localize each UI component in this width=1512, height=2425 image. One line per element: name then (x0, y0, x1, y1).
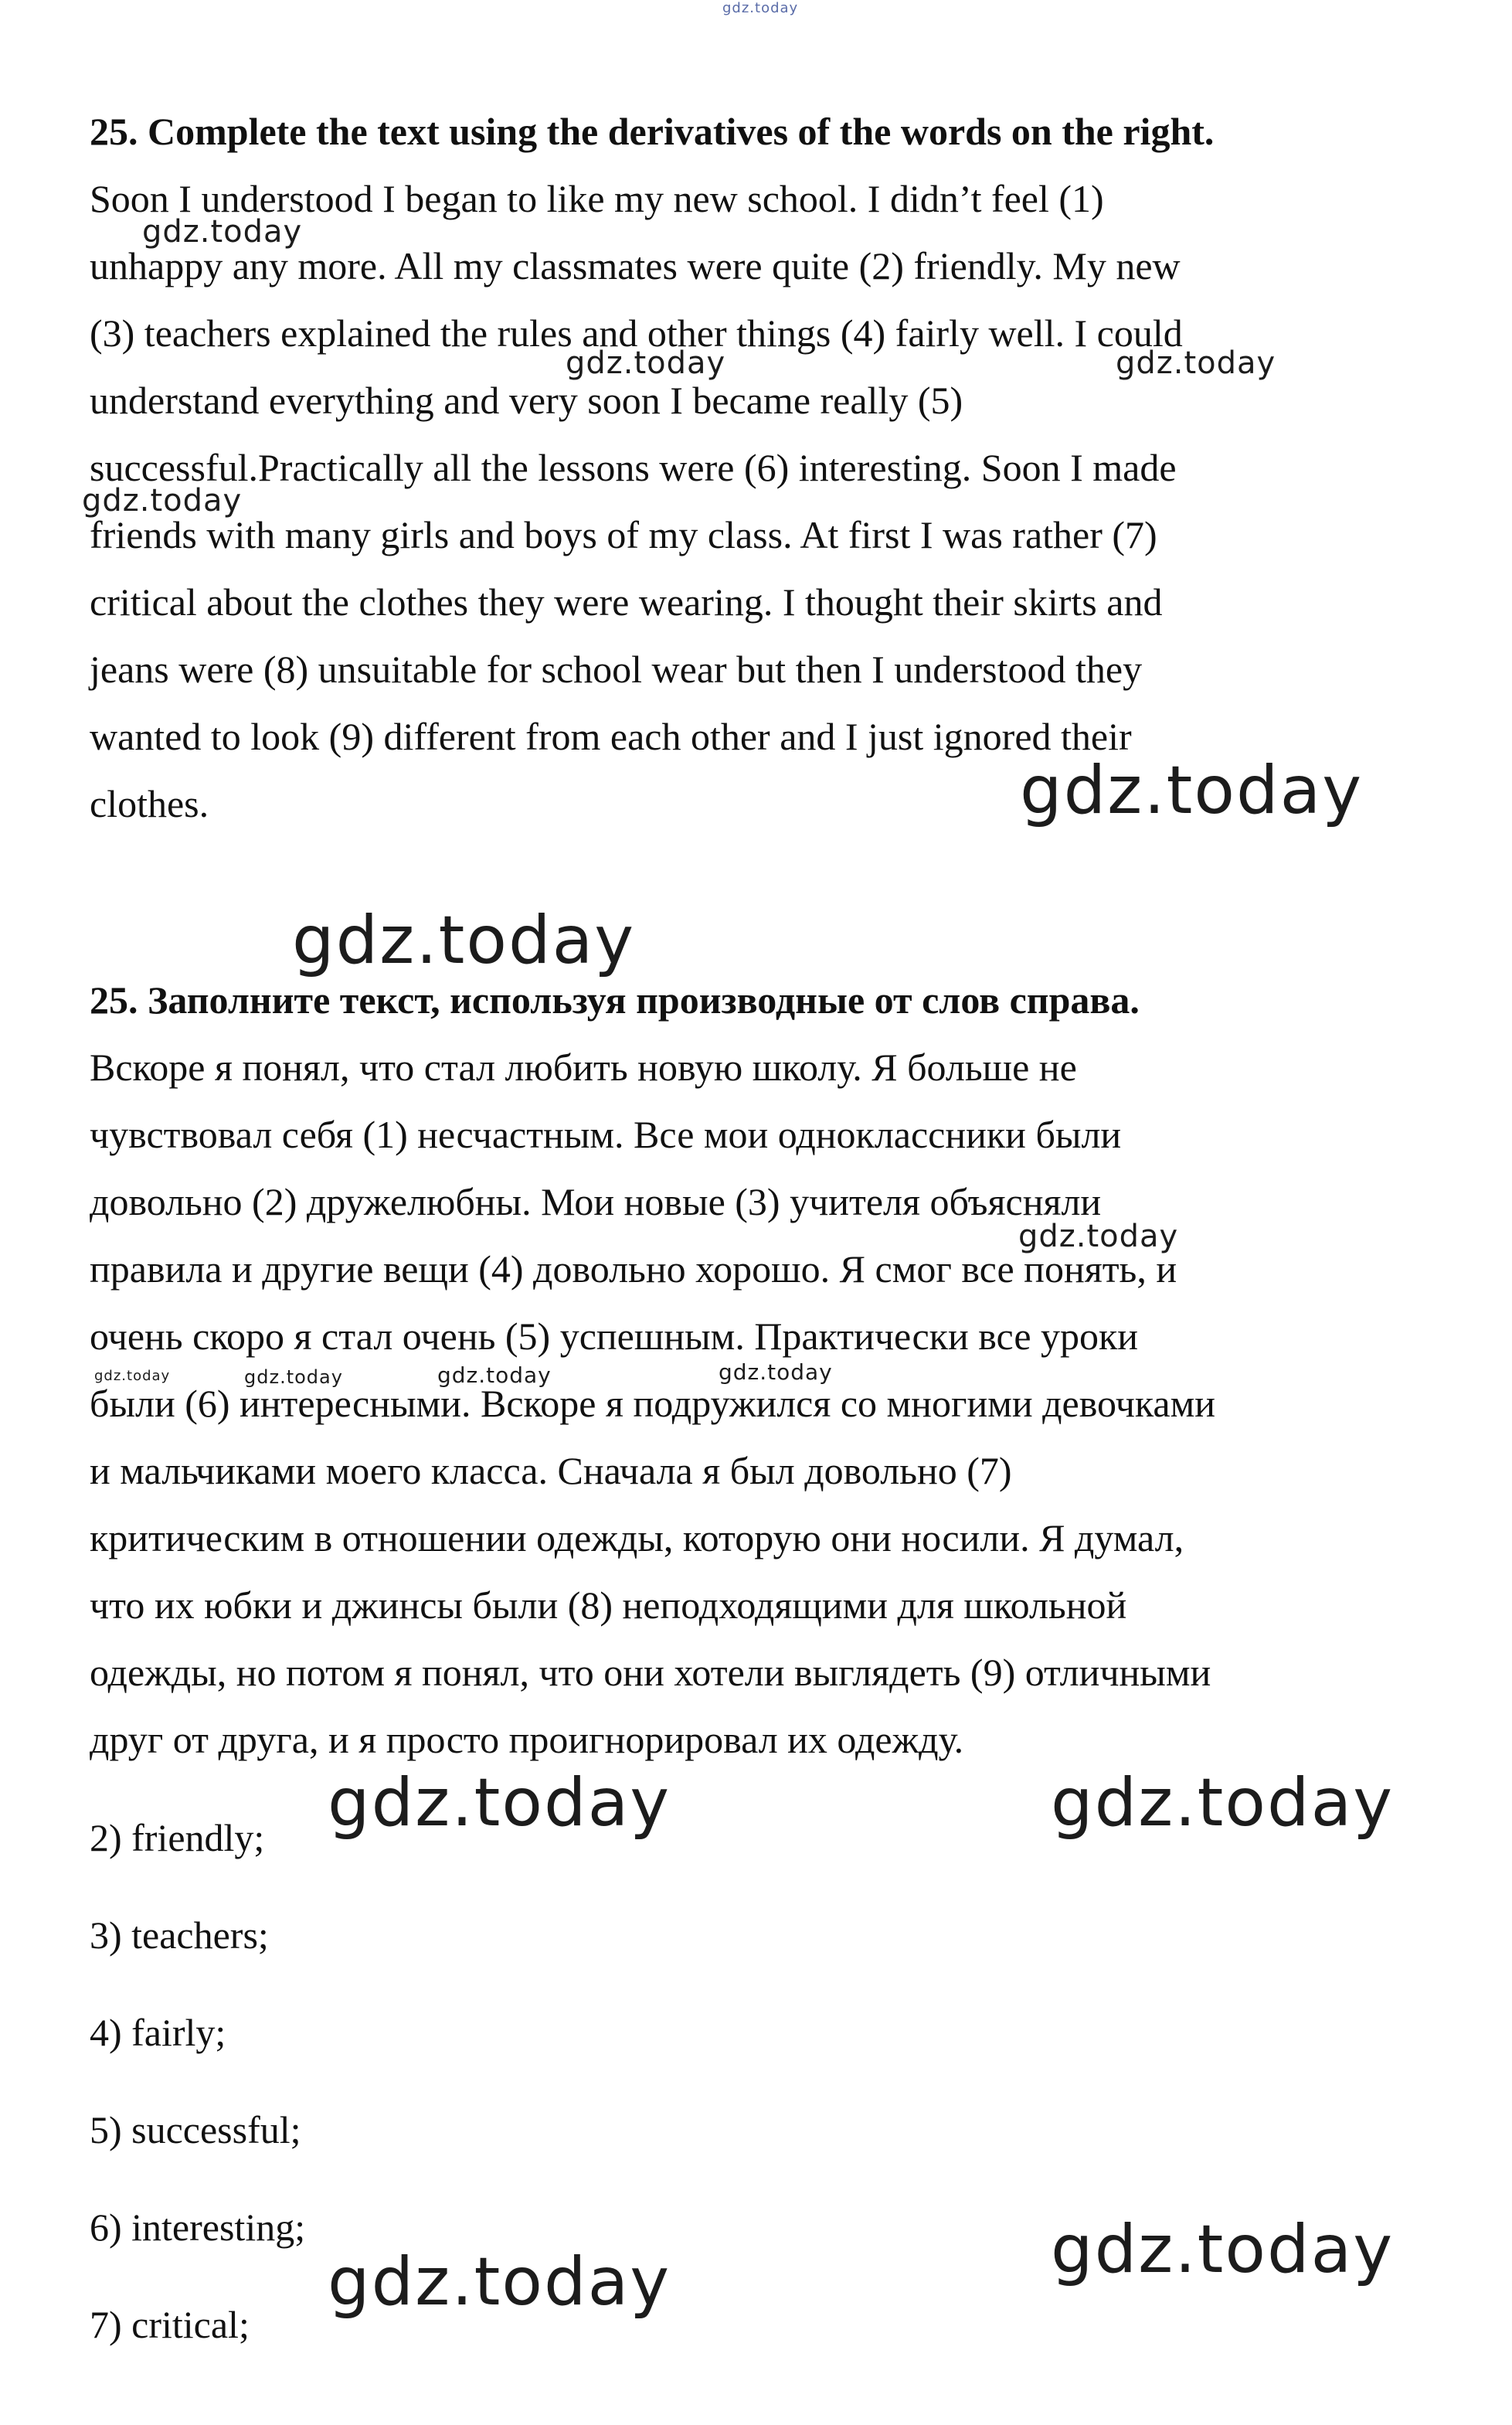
watermark: gdz.today (94, 1368, 171, 1384)
answer-item: 5) successful; (90, 2108, 301, 2151)
watermark: gdz.today (1116, 345, 1276, 381)
russian-text-line: довольно (2) дружелюбны. Мои новые (3) учителя объясняли (90, 1180, 1102, 1223)
answer-item: 3) teachers; (90, 1913, 269, 1957)
watermark: gdz.today (722, 0, 799, 16)
answer-item: 7) critical; (90, 2303, 250, 2346)
answer-item: 4) fairly; (90, 2011, 226, 2054)
english-text-line: Soon I understood I began to like my new school. I didn’t feel (1) (90, 177, 1104, 220)
russian-text-line: одежды, но потом я понял, что они хотели выглядеть (9) отличными (90, 1651, 1211, 1694)
english-text-line: unhappy any more. All my classmates were quite (2) friendly. My new (90, 244, 1181, 287)
english-text-line: successful.Practically all the lessons were (6) interesting. Soon I made (90, 446, 1177, 489)
russian-heading: 25. Заполните текст, используя производные от слов справа. (90, 978, 1140, 1022)
english-text-line: critical about the clothes they were wearing. I thought their skirts and (90, 580, 1163, 624)
answer-item: 2) friendly; (90, 1816, 265, 1859)
watermark: gdz.today (82, 483, 243, 519)
watermark: gdz.today (244, 1366, 343, 1388)
russian-text-line: что их юбки и джинсы были (8) неподходящими для школьной (90, 1583, 1127, 1627)
answer-item: 6) interesting; (90, 2206, 306, 2249)
russian-text-line: правила и другие вещи (4) довольно хорошо. Я смог все понять, и (90, 1247, 1177, 1291)
watermark: gdz.today (437, 1362, 552, 1388)
russian-text-line: были (6) интересными. Вскоре я подружился со многими девочками (90, 1382, 1215, 1425)
watermark: gdz.today (328, 2243, 671, 2321)
russian-text-line: и мальчиками моего класса. Сначала я был довольно (7) (90, 1449, 1012, 1492)
watermark: gdz.today (328, 1764, 671, 1842)
watermark: gdz.today (719, 1359, 833, 1385)
watermark: gdz.today (292, 902, 636, 979)
english-text-line: wanted to look (9) different from each other and I just ignored their (90, 715, 1132, 758)
russian-text-line: критическим в отношении одежды, которую они носили. Я думал, (90, 1516, 1184, 1559)
english-text-line: (3) teachers explained the rules and other things (4) fairly well. I could (90, 311, 1183, 355)
russian-text-line: друг от друга, и я просто проигнорировал их одежду. (90, 1718, 964, 1761)
english-text-line: understand everything and very soon I became really (5) (90, 379, 963, 422)
watermark: gdz.today (566, 345, 726, 381)
watermark: gdz.today (1018, 1219, 1179, 1254)
watermark: gdz.today (142, 214, 303, 250)
english-text-line: clothes. (90, 782, 209, 825)
russian-text-line: чувствовал себя (1) несчастным. Все мои одноклассники были (90, 1113, 1122, 1156)
watermark: gdz.today (1020, 752, 1364, 829)
russian-text-line: Вскоре я понял, что стал любить новую школу. Я больше не (90, 1046, 1077, 1089)
watermark: gdz.today (1051, 1764, 1395, 1842)
russian-text-line: очень скоро я стал очень (5) успешным. Практически все уроки (90, 1315, 1139, 1358)
english-text-line: friends with many girls and boys of my class. At first I was rather (7) (90, 513, 1157, 556)
english-heading: 25. Complete the text using the derivatives of the words on the right. (90, 110, 1215, 153)
watermark: gdz.today (1051, 2211, 1395, 2288)
english-text-line: jeans were (8) unsuitable for school wear but then I understood they (90, 648, 1143, 691)
